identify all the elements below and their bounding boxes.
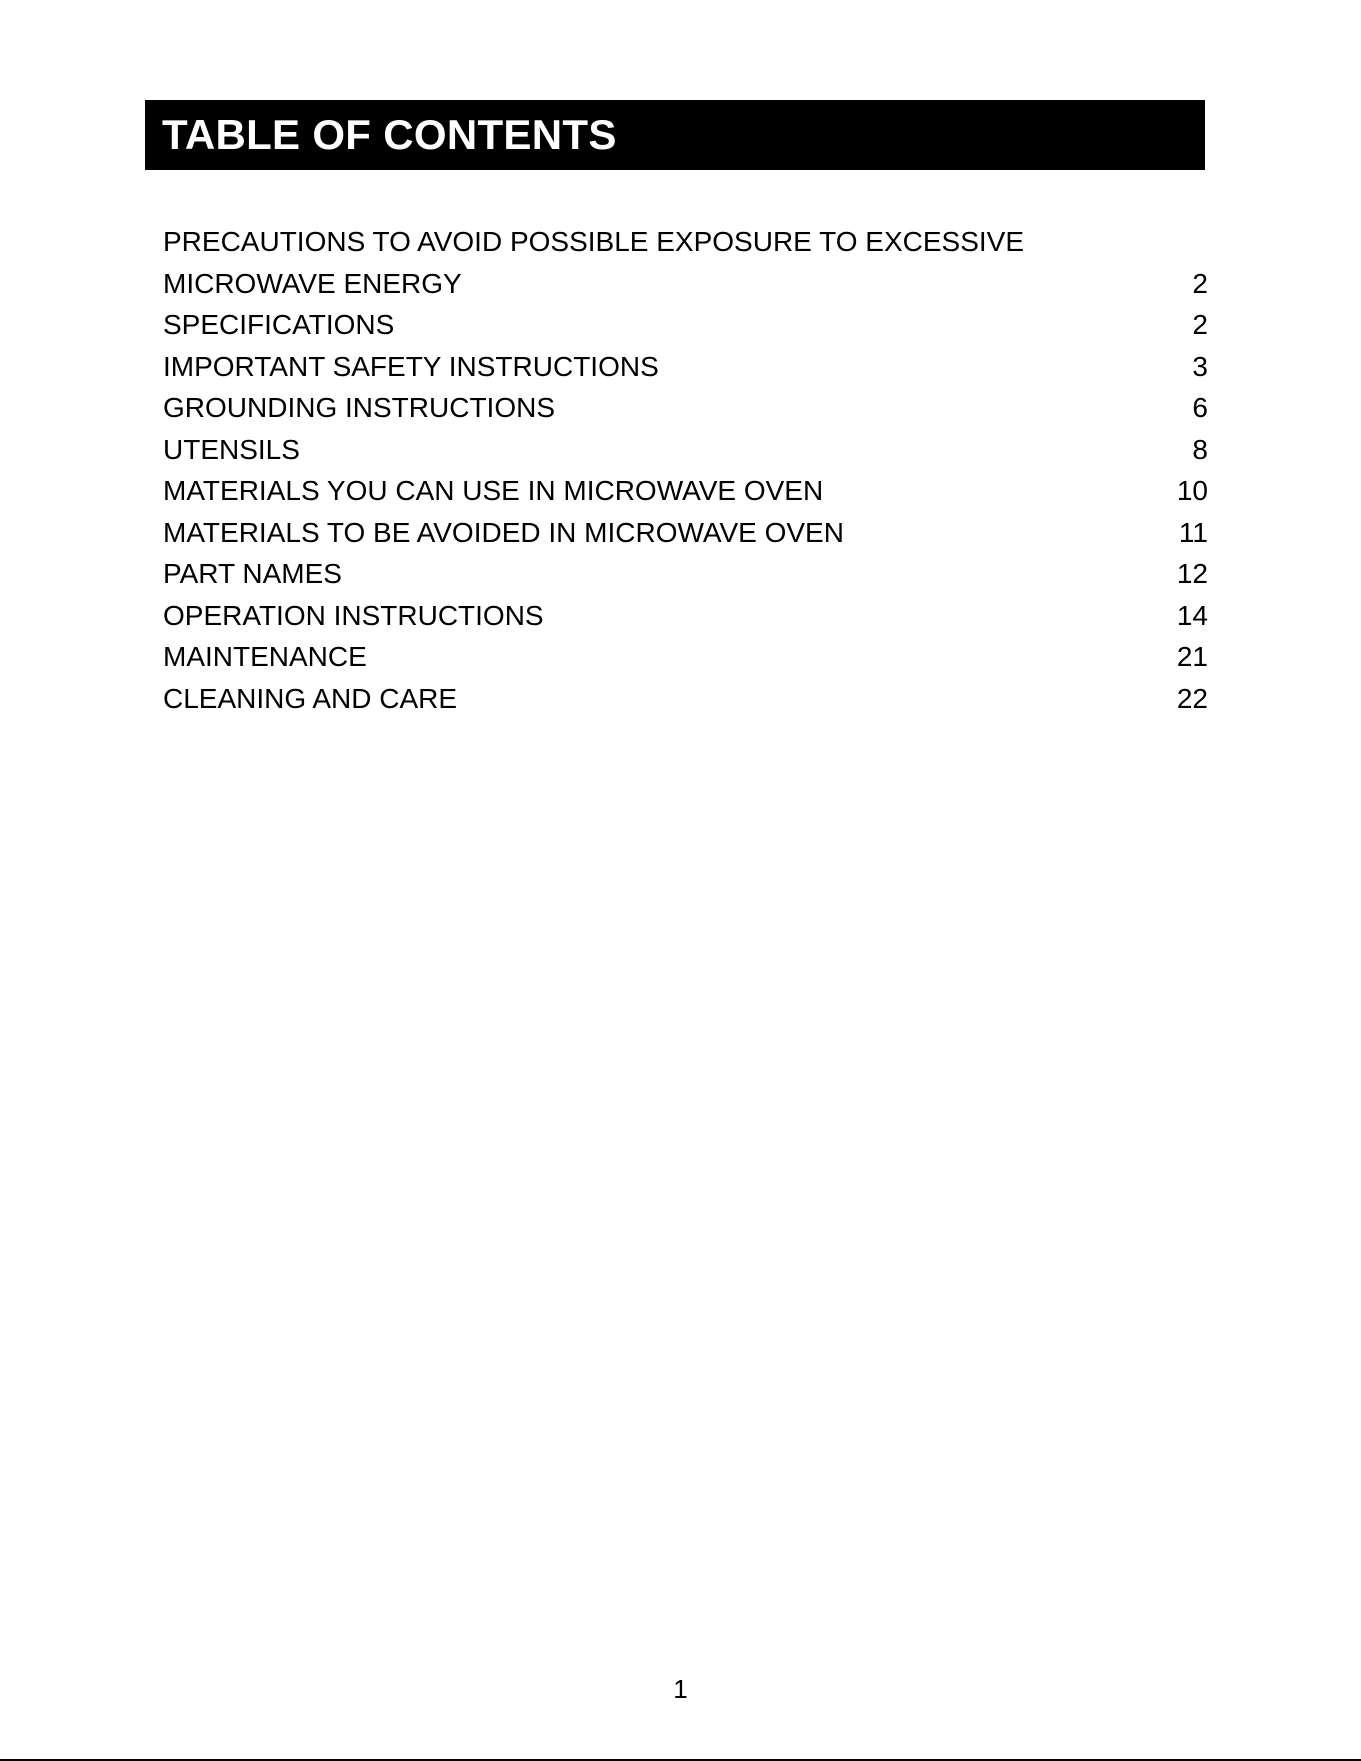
toc-entry [163,678,1208,720]
toc-entry-page: 14 [1176,599,1208,631]
table-of-contents [163,221,1208,719]
toc-entry-page: 21 [1176,641,1208,672]
toc-entry-label: SPECIFICATIONS [163,309,395,340]
toc-entry [163,636,1208,678]
toc-entry [163,512,1208,554]
toc-entry-page: 8 [1192,433,1208,465]
toc-entry-page: 3 [1192,350,1208,382]
toc-entry-label: PART NAMES [163,558,342,589]
toc-entry [163,263,1208,305]
toc-entry-page: 10 [1176,475,1208,506]
toc-entry-label: MATERIALS TO BE AVOIDED IN MICROWAVE OVEN [163,516,844,548]
toc-entry-label: CLEANING AND CARE [163,682,458,714]
toc-entry [163,470,1208,512]
toc-entry-label: OPERATION INSTRUCTIONS [163,599,544,631]
toc-entry-label: PRECAUTIONS TO AVOID POSSIBLE EXPOSURE TO EXCESSIVE [163,226,1025,257]
toc-entry [163,429,1208,471]
toc-entry-page: 2 [1192,267,1208,299]
toc-entry-page: 22 [1176,682,1208,714]
toc-entry-page: 11 [1178,516,1208,548]
toc-entry [163,221,1208,263]
page-title: TABLE OF CONTENTS [162,111,617,158]
toc-entry-label: MAINTENANCE [163,641,367,672]
toc-entry [163,595,1208,637]
toc-entry-page: 2 [1192,309,1208,340]
toc-entry-page: 12 [1176,558,1208,589]
page-number: 1 [673,1674,688,1704]
toc-entry [163,346,1208,388]
toc-entry-label: UTENSILS [163,433,300,465]
toc-entry [163,387,1208,429]
title-bar [145,100,1205,170]
toc-entry-label: GROUNDING INSTRUCTIONS [163,392,555,423]
toc-entry-label: MICROWAVE ENERGY [163,267,462,299]
toc-entry-label: MATERIALS YOU CAN USE IN MICROWAVE OVEN [163,475,824,506]
toc-entry-label: IMPORTANT SAFETY INSTRUCTIONS [163,350,659,382]
toc-entry-page: 6 [1192,392,1208,423]
toc-entry [163,553,1208,595]
toc-entry [163,304,1208,346]
